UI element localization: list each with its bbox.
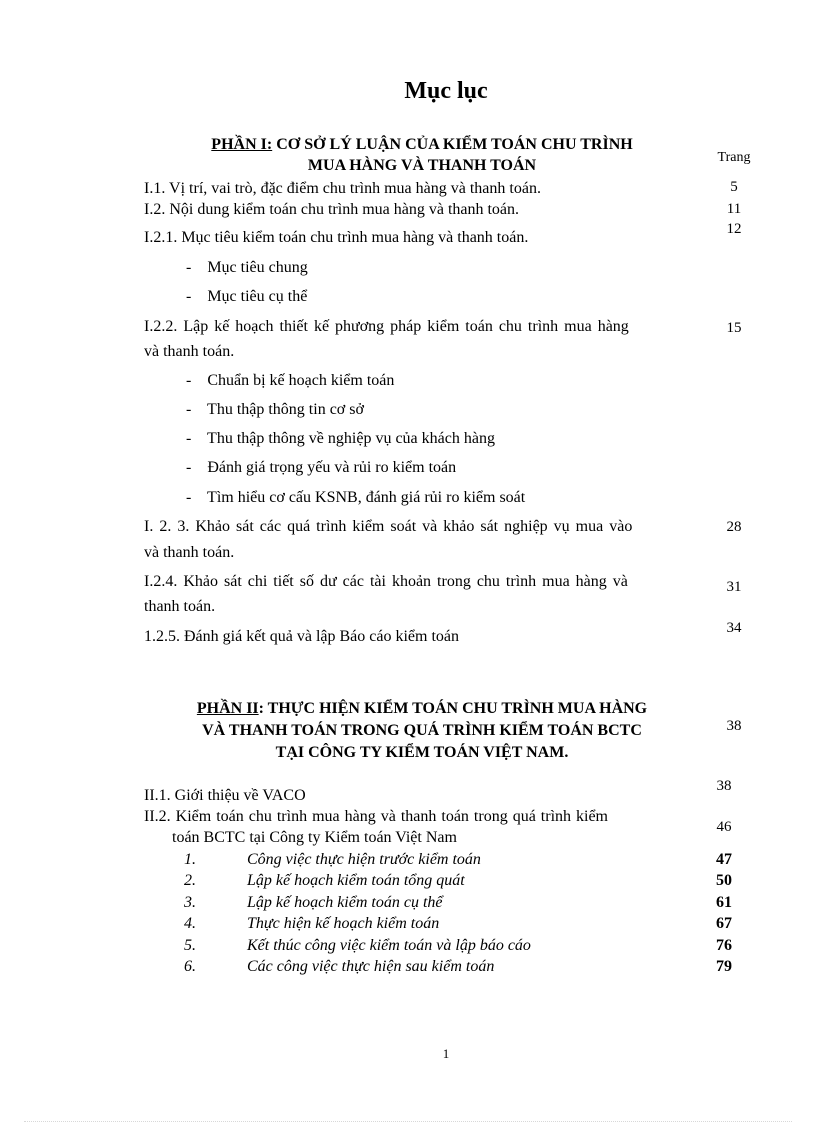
part1-heading-line1	[146, 136, 698, 154]
toc-entry-continuation: thanh toán.	[144, 598, 216, 615]
sub-entry[interactable]: Lập kế hoạch kiểm toán cụ thể	[247, 894, 443, 911]
sub-entry[interactable]: Thực hiện kế hoạch kiểm toán	[247, 915, 440, 932]
toc-bullet-item[interactable]: - Đánh giá trọng yếu và rủi ro kiểm toán	[186, 459, 457, 476]
toc-page-number: 67	[716, 915, 732, 932]
sub-entry-number: 6.	[184, 958, 196, 975]
part2-title-line1: : THỰC HIỆN KIỂM TOÁN CHU TRÌNH MUA HÀNG	[258, 700, 648, 717]
toc-page-number: 47	[716, 851, 732, 868]
toc-page-number: 38	[716, 778, 732, 794]
sub-entry[interactable]: Các công việc thực hiện sau kiểm toán	[247, 958, 495, 975]
toc-bullet-item[interactable]: - Mục tiêu chung	[186, 259, 308, 276]
toc-page-number: 15	[726, 320, 742, 336]
toc-page-number: 28	[726, 519, 742, 535]
part2-heading-line2: VÀ THANH TOÁN TRONG QUÁ TRÌNH KIỂM TOÁN BCTC	[202, 722, 642, 739]
toc-entry[interactable]: I.2.1. Mục tiêu kiểm toán chu trình mua hàng và thanh toán.	[144, 229, 529, 246]
part1-heading-line2: MUA HÀNG VÀ THANH TOÁN	[307, 157, 537, 174]
sub-entry-number: 4.	[184, 915, 196, 932]
toc-entry[interactable]: II.1. Giới thiệu về VACO	[144, 787, 306, 804]
sub-entry[interactable]: Công việc thực hiện trước kiểm toán	[247, 851, 481, 868]
part1-label: PHẦN I:	[211, 136, 273, 153]
sub-entry[interactable]: Kết thúc công việc kiểm toán và lập báo cáo	[247, 937, 531, 954]
toc-bullet-item[interactable]: - Thu thập thông tin cơ sở	[186, 401, 364, 418]
toc-bullet-item[interactable]: - Tìm hiểu cơ cấu KSNB, đánh giá rủi ro kiểm soát	[186, 489, 526, 506]
toc-entry[interactable]: II.2. Kiểm toán chu trình mua hàng và thanh toán trong quá trình kiểm	[144, 808, 608, 825]
toc-entry[interactable]: I.2.2. Lập kế hoạch thiết kế phương pháp kiểm toán chu trình mua hàng	[144, 318, 629, 335]
toc-entry[interactable]: I.2.4. Khảo sát chi tiết số dư các tài khoản trong chu trình mua hàng và	[144, 573, 628, 590]
toc-page-number: 5	[730, 179, 738, 195]
toc-page-number: 34	[726, 620, 742, 636]
toc-bullet-item[interactable]: - Chuẩn bị kế hoạch kiểm toán	[186, 372, 395, 389]
sub-entry-number: 2.	[184, 872, 196, 889]
toc-page-number: 11	[726, 201, 742, 217]
toc-entry[interactable]: I.2. Nội dung kiểm toán chu trình mua hàng và thanh toán.	[144, 201, 520, 218]
toc-entry[interactable]: I.1. Vị trí, vai trò, đặc điểm chu trình mua hàng và thanh toán.	[144, 180, 541, 197]
toc-entry-continuation: và thanh toán.	[144, 544, 235, 561]
toc-page-number: 79	[716, 958, 732, 975]
sub-entry-number: 1.	[184, 851, 196, 868]
toc-bullet-item[interactable]: - Mục tiêu cụ thể	[186, 288, 308, 305]
toc-page-number: 31	[726, 579, 742, 595]
part2-heading-line1	[146, 700, 698, 718]
sub-entry-number: 3.	[184, 894, 196, 911]
toc-entry-continuation: và thanh toán.	[144, 343, 235, 360]
toc-entry[interactable]: I. 2. 3. Khảo sát các quá trình kiểm soát và khảo sát nghiệp vụ mua vào	[144, 518, 633, 535]
toc-page-number: 61	[716, 894, 732, 911]
page-title: Mục lục	[404, 78, 488, 104]
toc-page-number: 12	[726, 221, 742, 237]
page-bottom-divider	[24, 1121, 792, 1122]
toc-page-number: 46	[716, 819, 732, 835]
toc-bullet-item[interactable]: - Thu thập thông về nghiệp vụ của khách hàng	[186, 430, 495, 447]
toc-page-number: 50	[716, 872, 732, 889]
sub-entry-number: 5.	[184, 937, 196, 954]
footer-page-number: 1	[442, 1046, 450, 1061]
page-column-header: Trang	[717, 150, 751, 165]
part2-label: PHẦN II	[196, 700, 259, 717]
toc-page-number: 76	[716, 937, 732, 954]
sub-entry[interactable]: Lập kế hoạch kiểm toán tổng quát	[247, 872, 465, 889]
toc-entry[interactable]: 1.2.5. Đánh giá kết quả và lập Báo cáo kiểm toán	[144, 628, 460, 645]
toc-entry-continuation: toán BCTC tại Công ty Kiểm toán Việt Nam	[172, 829, 457, 846]
part2-heading-line3: TẠI CÔNG TY KIỂM TOÁN VIỆT NAM.	[275, 744, 569, 761]
toc-page-number: 38	[726, 718, 742, 734]
part1-title-line1: CƠ SỞ LÝ LUẬN CỦA KIỂM TOÁN CHU TRÌNH	[272, 136, 633, 153]
